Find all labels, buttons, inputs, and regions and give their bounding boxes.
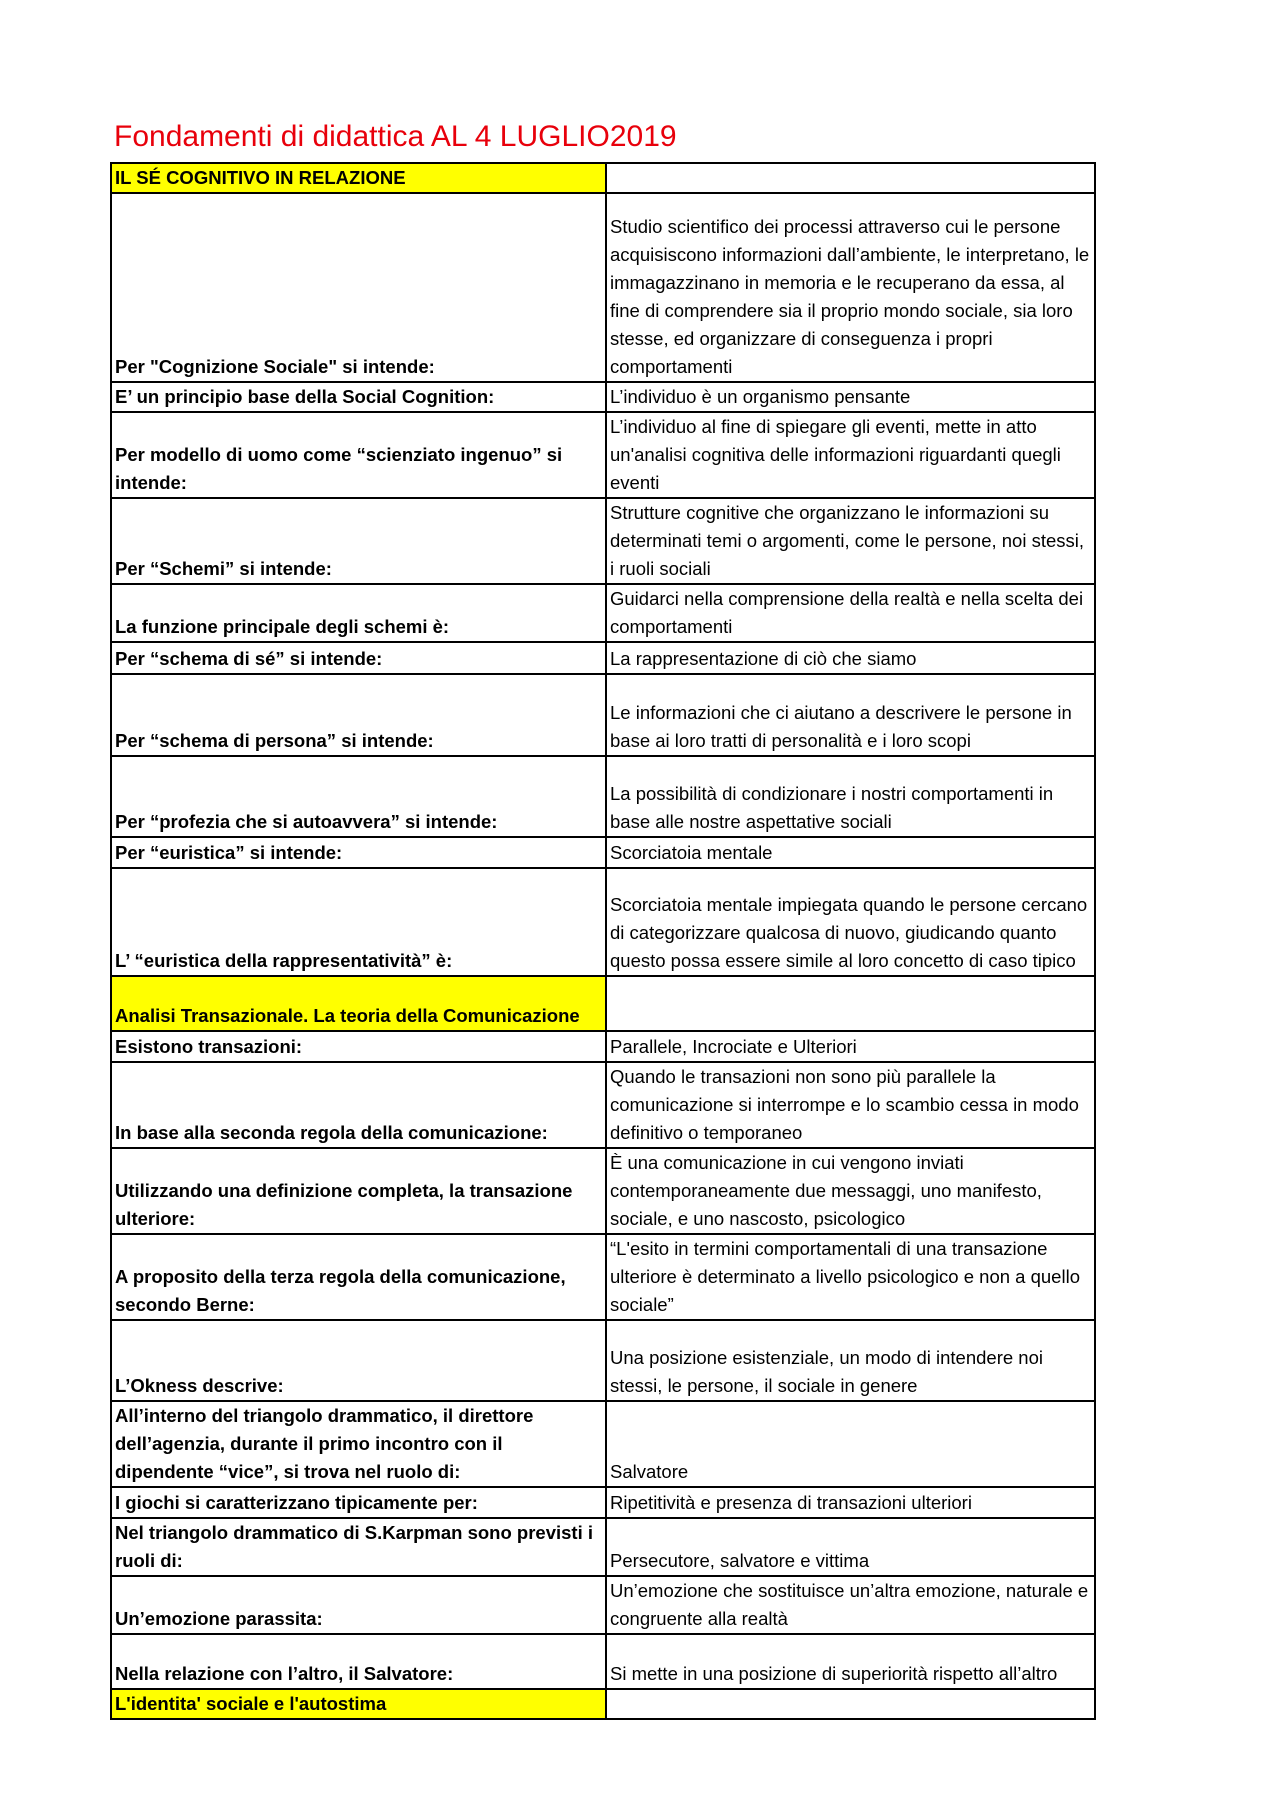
question-cell: Per “profezia che si autoavvera” si intende: [111,756,606,837]
answer-cell: Parallele, Incrociate e Ulteriori [606,1031,1095,1062]
answer-cell: La rappresentazione di ciò che siamo [606,642,1095,674]
question-cell: Per modello di uomo come “scienziato ingenuo” si intende: [111,412,606,498]
table-row [111,756,1095,837]
answer-cell [606,163,1095,193]
question-cell: E’ un principio base della Social Cognition: [111,382,606,412]
section-title: L'identita' sociale e l'autostima [111,1689,606,1719]
table-row [111,1320,1095,1401]
qa-table [110,162,1096,1720]
question-cell: Per “schema di persona” si intende: [111,674,606,756]
answer-cell: Salvatore [606,1401,1095,1487]
answer-cell: Studio scientifico dei processi attraverso cui le persone acquisiscono informazioni dall’ambiente, le interpretano, le immagazzinano in memoria e le recuperano da essa, al fine di comprendere sia il proprio mondo sociale, sia loro stesse, ed organizzare di conseguenza i propri comportamenti [606,193,1095,382]
document-title: Fondamenti di didattica AL 4 LUGLIO2019 [114,120,677,153]
answer-cell: Si mette in una posizione di superiorità rispetto all’altro [606,1634,1095,1689]
question-cell: Per "Cognizione Sociale" si intende: [111,193,606,382]
question-cell: L’ “euristica della rappresentatività” è: [111,868,606,976]
question-cell: Un’emozione parassita: [111,1576,606,1634]
question-cell: Nel triangolo drammatico di S.Karpman sono previsti i ruoli di: [111,1518,606,1576]
table-row [111,1031,1095,1062]
question-cell: I giochi si caratterizzano tipicamente per: [111,1487,606,1518]
answer-cell: Un’emozione che sostituisce un’altra emozione, naturale e congruente alla realtà [606,1576,1095,1634]
answer-cell: Scorciatoia mentale [606,837,1095,868]
question-cell: Utilizzando una definizione completa, la transazione ulteriore: [111,1148,606,1234]
question-cell: All’interno del triangolo drammatico, il direttore dell’agenzia, durante il primo incontro con il dipendente “vice”, si trova nel ruolo di: [111,1401,606,1487]
answer-cell: Ripetitività e presenza di transazioni ulteriori [606,1487,1095,1518]
table-row [111,642,1095,674]
question-cell: Nella relazione con l’altro, il Salvatore: [111,1634,606,1689]
section-row [111,1689,1095,1719]
table-row [111,1634,1095,1689]
question-cell: Esistono transazioni: [111,1031,606,1062]
answer-cell [606,1689,1095,1719]
table-row [111,674,1095,756]
answer-cell: Una posizione esistenziale, un modo di intendere noi stessi, le persone, il sociale in genere [606,1320,1095,1401]
table-row [111,412,1095,498]
question-cell: L’Okness descrive: [111,1320,606,1401]
section-title: IL SÉ COGNITIVO IN RELAZIONE [111,163,606,193]
answer-cell: Le informazioni che ci aiutano a descrivere le persone in base ai loro tratti di personalità e i loro scopi [606,674,1095,756]
question-cell: Per “Schemi” si intende: [111,498,606,584]
table-row [111,1062,1095,1148]
question-cell: Per “schema di sé” si intende: [111,642,606,674]
question-cell: A proposito della terza regola della comunicazione, secondo Berne: [111,1234,606,1320]
section-title: Analisi Transazionale. La teoria della Comunicazione [111,976,606,1031]
table-row [111,1234,1095,1320]
answer-cell: Guidarci nella comprensione della realtà e nella scelta dei comportamenti [606,584,1095,642]
answer-cell [606,976,1095,1031]
answer-cell: Strutture cognitive che organizzano le informazioni su determinati temi o argomenti, come le persone, noi stessi, i ruoli sociali [606,498,1095,584]
answer-cell: Quando le transazioni non sono più parallele la comunicazione si interrompe e lo scambio cessa in modo definitivo o temporaneo [606,1062,1095,1148]
table-row [111,1148,1095,1234]
table-row [111,584,1095,642]
answer-cell: L’individuo al fine di spiegare gli eventi, mette in atto un'analisi cognitiva delle informazioni riguardanti quegli eventi [606,412,1095,498]
question-cell: La funzione principale degli schemi è: [111,584,606,642]
table-row [111,498,1095,584]
section-row [111,163,1095,193]
answer-cell: Scorciatoia mentale impiegata quando le persone cercano di categorizzare qualcosa di nuovo, giudicando quanto questo possa essere simile al loro concetto di caso tipico [606,868,1095,976]
answer-cell: L’individuo è un organismo pensante [606,382,1095,412]
table-row [111,1487,1095,1518]
question-cell: In base alla seconda regola della comunicazione: [111,1062,606,1148]
table-row [111,868,1095,976]
table-row [111,382,1095,412]
answer-cell: La possibilità di condizionare i nostri comportamenti in base alle nostre aspettative sociali [606,756,1095,837]
table-row [111,1401,1095,1487]
answer-cell: Persecutore, salvatore e vittima [606,1518,1095,1576]
question-cell: Per “euristica” si intende: [111,837,606,868]
table-row [111,193,1095,382]
section-row [111,976,1095,1031]
table-row [111,837,1095,868]
table-row [111,1576,1095,1634]
answer-cell: È una comunicazione in cui vengono inviati contemporaneamente due messaggi, uno manifesto, sociale, e uno nascosto, psicologico [606,1148,1095,1234]
table-row [111,1518,1095,1576]
answer-cell: “L'esito in termini comportamentali di una transazione ulteriore è determinato a livello psicologico e non a quello sociale” [606,1234,1095,1320]
